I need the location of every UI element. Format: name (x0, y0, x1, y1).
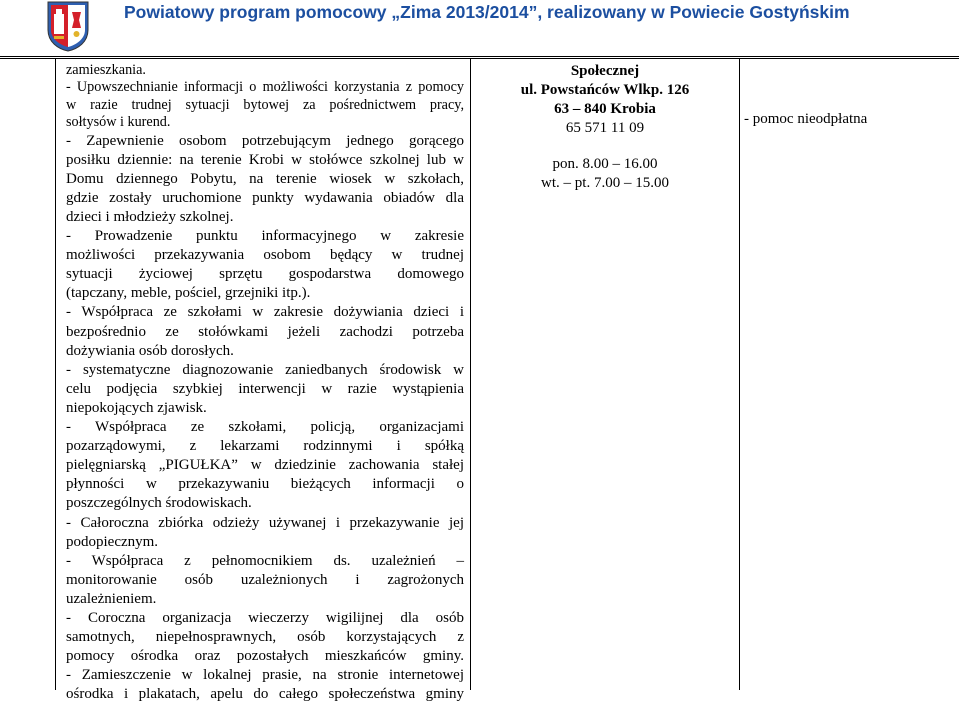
text-line: samotnych, niepełnosprawnych, osób korzystających z (66, 629, 464, 646)
text-line: zamieszkania. (66, 62, 146, 78)
text-line: Domu dziennego Pobytu, na terenie wiosek w szkołach, (66, 170, 464, 187)
contact-cell (475, 62, 735, 193)
text-line: uzależnieniem. (66, 590, 157, 607)
text-line: sołtysów i kurend. (66, 114, 171, 131)
text-line: - Upowszechnianie informacji o możliwości korzystania z pomocy (66, 79, 464, 96)
page-header (0, 0, 959, 56)
text-line: podopiecznym. (66, 533, 159, 550)
street-address: ul. Powstańców Wlkp. 126 (520, 82, 690, 98)
coat-of-arms-icon (46, 0, 90, 52)
text-line: - Współpraca z pełnomocnikiem ds. uzależnień – (66, 552, 464, 569)
text-line: dzieci i młodzieży szkolnej. (66, 209, 234, 225)
text-line: - Coroczna organizacja wieczerzy wigilijnej dla osób (66, 609, 464, 626)
text-line: - Zapewnienie osobom potrzebującym jednego gorącego (66, 132, 464, 149)
help-type-note: - pomoc nieodpłatna (744, 111, 868, 127)
postal-address: 63 – 840 Krobia (554, 101, 656, 117)
table-border-col2 (739, 58, 740, 690)
text-line: posiłku dziennie: na terenie Krobi w stołówce szkolnej lub w (66, 151, 464, 168)
text-line: - Zamieszczenie w lokalnej prasie, na stronie internetowej (66, 667, 464, 684)
text-line: pomocy ośrodka oraz pozostałych mieszkańców gminy. (66, 648, 464, 665)
text-line: (tapczany, meble, pościel, grzejniki itp.). (66, 285, 311, 302)
text-line: bezpośrednio ze stołówkami jeżeli zachodzi potrzeba (66, 323, 464, 340)
header-rule (0, 56, 959, 57)
office-hours-mon: pon. 8.00 – 16.00 (552, 156, 658, 172)
text-line: ośrodka i plakatach, apelu do całego społeczeństwa gminy (66, 686, 464, 703)
help-type-cell (744, 110, 867, 129)
text-line: dożywiania osób dorosłych. (66, 342, 234, 359)
table-border-col1 (470, 58, 471, 690)
text-line: płynności w przekazywaniu bieżących informacji o (66, 476, 464, 493)
text-line: pielęgniarską „PIGUŁKA” w dziedzinie zachowania stałej (66, 457, 464, 474)
text-line: sytuacji życiowej sprzętu gospodarstwa domowego (66, 266, 464, 283)
phone-number: 65 571 11 09 (565, 120, 645, 136)
document-title: Powiatowy program pomocowy „Zima 2013/2014”, realizowany w Powiecie Gostyńskim (124, 2, 850, 22)
table-border-left (55, 58, 56, 690)
text-line: - Całoroczna zbiórka odzieży używanej i przekazywanie jej (66, 514, 464, 531)
text-line: - Współpraca ze szkołami w zakresie dożywiania dzieci i (66, 304, 464, 321)
text-line: monitorowanie osób uzależnionych i zagrożonych (66, 571, 464, 588)
text-line: gdzie zostały uruchomione punkty wydawania obiadów dla (66, 189, 464, 206)
text-line: niepokojących zjawisk. (66, 399, 207, 416)
table-top-border (0, 58, 959, 59)
activities-cell (66, 62, 464, 704)
office-hours-tue-fri: wt. – pt. 7.00 – 15.00 (541, 175, 669, 191)
text-line: możliwości przekazywania osobom będący w trudnej (66, 247, 464, 264)
text-line: - Współpraca ze szkołami, policją, organizacjami (66, 419, 464, 436)
text-line: - Prowadzenie punktu informacyjnego w zakresie (66, 228, 464, 245)
institution-name: Społecznej (570, 63, 640, 79)
text-line: pozarządowymi, z lekarzami rodzinnymi i spółką (66, 438, 464, 455)
text-line: celu podjęcia szybkiej interwencji w razie wystąpienia (66, 380, 464, 397)
text-line: w razie trudnej sytuacji bytowej za pośrednictwem pracy, (66, 96, 464, 113)
text-line: poszczególnych środowiskach. (66, 495, 252, 512)
text-line: - systematyczne diagnozowanie zaniedbanych środowisk w (66, 361, 464, 378)
